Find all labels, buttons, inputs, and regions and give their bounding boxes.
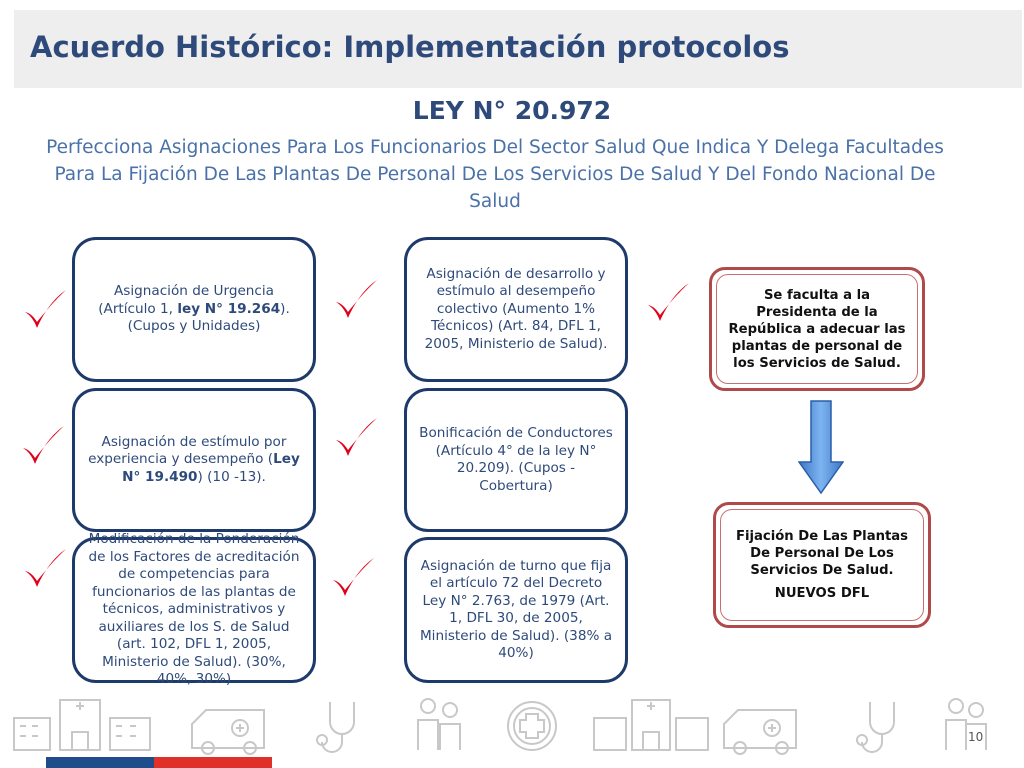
box-facultad: Se faculta a la Presidenta de la República a adecuar las plantas de personal de los Servicios de Salud. bbox=[709, 267, 925, 391]
stethoscope-icon bbox=[857, 702, 894, 752]
box-urgencia: Asignación de Urgencia (Artículo 1, ley N° 19.264). (Cupos y Unidades) bbox=[72, 237, 316, 382]
page-number: 10 bbox=[968, 730, 984, 744]
checkmark-icon bbox=[22, 288, 68, 332]
checkmark-icon bbox=[330, 556, 376, 600]
ambulance-icon bbox=[724, 710, 796, 754]
checkmark-icon bbox=[645, 281, 691, 325]
page-title: Acuerdo Histórico: Implementación protocolos bbox=[30, 30, 790, 64]
doctors-icon bbox=[418, 699, 460, 750]
checkmark-icon bbox=[20, 424, 66, 468]
box-estimulo: Asignación de estímulo por experiencia y desempeño (Ley N° 19.490) (10 -13). bbox=[72, 388, 316, 532]
medical-cross-icon bbox=[508, 702, 556, 750]
ambulance-icon bbox=[192, 710, 264, 754]
down-arrow-icon bbox=[798, 400, 844, 494]
box-turno: Asignación de turno que fija el artículo 72 del Decreto Ley N° 2.763, de 1979 (Art. 1, DFL 30, de 2005, Ministerio de Salud). (38% a 40%) bbox=[404, 537, 628, 683]
law-subtitle: Perfecciona Asignaciones Para Los Funcionarios Del Sector Salud Que Indica Y Delega Facultades Para La Fijación De Las Plantas De Personal De Los Servicios De Salud Y Del Fondo Nacional De Salud bbox=[46, 137, 944, 212]
checkmark-icon bbox=[22, 547, 68, 591]
footer-stripe-red bbox=[154, 757, 272, 768]
stethoscope-icon bbox=[317, 702, 354, 752]
footer-icons bbox=[0, 690, 1024, 760]
footer-stripe-blue bbox=[46, 757, 154, 768]
hospital-icon bbox=[14, 700, 150, 750]
hospital-icon bbox=[594, 700, 708, 750]
box-desarrollo: Asignación de desarrollo y estímulo al desempeño colectivo (Aumento 1% Técnicos) (Art. 84, DFL 1, 2005, Ministerio de Salud). bbox=[404, 237, 628, 382]
box-conductores: Bonificación de Conductores (Artículo 4° de la ley N° 20.209). (Cupos - Cobertura) bbox=[404, 388, 628, 532]
checkmark-icon bbox=[333, 278, 379, 322]
plantas-text: Fijación De Las Plantas De Personal De Los Servicios De Salud. bbox=[735, 529, 909, 578]
nuevos-dfl: NUEVOS DFL bbox=[774, 586, 870, 601]
box-ponderacion: Modificación de la Ponderación de los Factores de acreditación de competencias para funcionarios de las plantas de técnicos, administrativos y auxiliares de los S. de Salud (art. 102, DFL 1, 2005, Ministerio de Salud). (30%, 40%, 30%) bbox=[72, 537, 316, 683]
box-plantas bbox=[713, 502, 931, 628]
checkmark-icon bbox=[333, 416, 379, 460]
law-title: LEY N° 20.972 bbox=[412, 96, 612, 125]
